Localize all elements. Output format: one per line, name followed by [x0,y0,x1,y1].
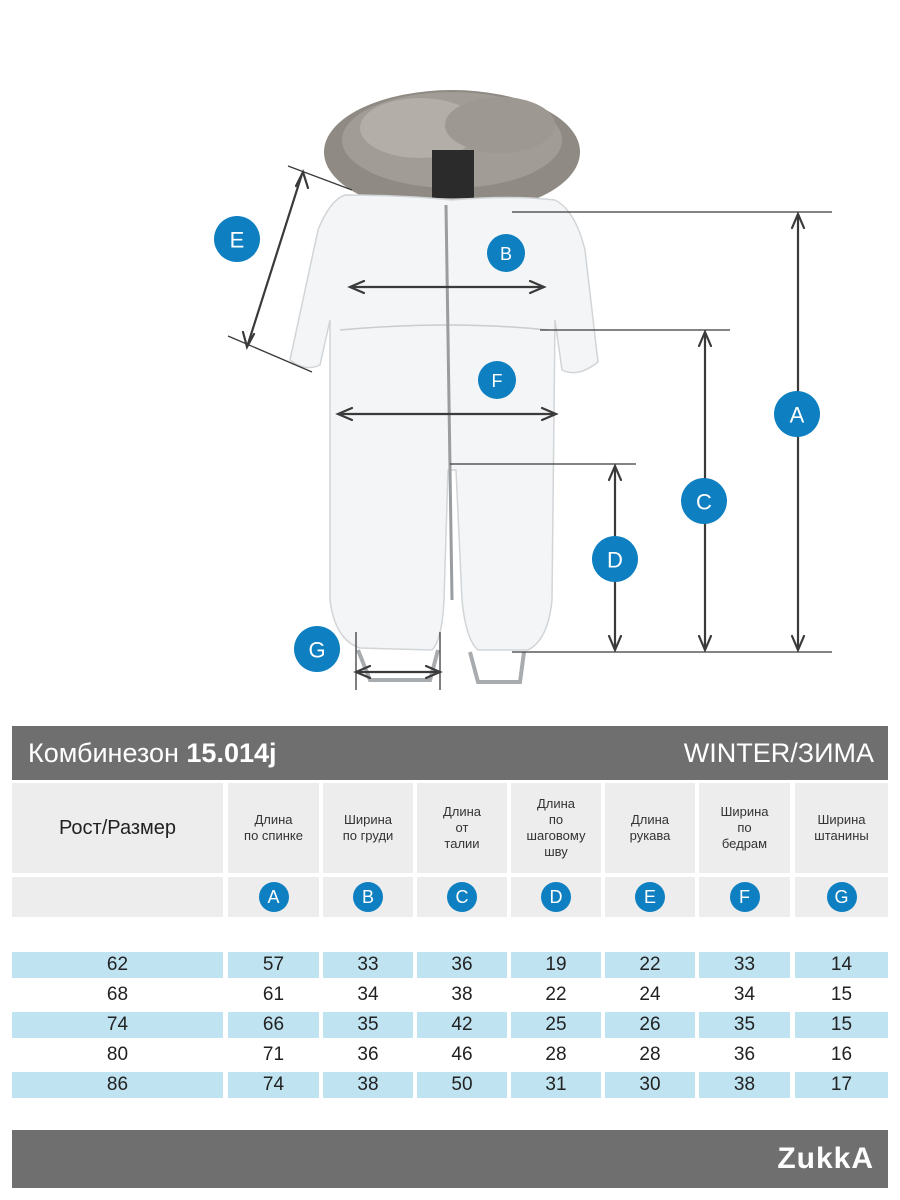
column-letter-badge: F [730,882,760,912]
measurement-value-cell: 31 [511,1072,601,1098]
measurement-value-cell: 38 [699,1072,790,1098]
column-letter-badge: E [635,882,665,912]
column-header-label: Ширина по груди [342,812,394,843]
letter-row-blank [12,877,223,917]
season-label: WINTER/ЗИМА [683,738,874,768]
product-name: Комбинезон [28,738,179,768]
column-letter-cell [417,877,507,917]
brand-logo: ZukkA [777,1142,874,1175]
measurement-value-cell: 35 [323,1012,413,1038]
measurement-value-cell: 35 [699,1012,790,1038]
column-header-label: Длина от талии [442,804,482,851]
column-letter-cell [228,877,319,917]
column-header-label: Ширина по бедрам [720,804,769,851]
measurement-value-cell: 25 [511,1012,601,1038]
size-value-cell: 80 [106,1044,129,1065]
measurement-value-cell: 46 [451,1044,473,1065]
column-letter-badge: G [827,882,857,912]
measurement-value-cell: 33 [323,952,413,978]
measurement-column-header [228,783,319,873]
measurement-value-cell: 26 [605,1012,695,1038]
marker-c-label: C [696,489,712,515]
measurement-value-cell: 61 [262,984,285,1005]
model-number: 15.014j [186,738,277,768]
measurement-column-header [323,783,413,873]
measurement-value-cell: 34 [357,984,379,1005]
marker-a-label: A [789,402,805,428]
measurement-value-cell: 38 [451,984,473,1005]
column-letter-cell [795,877,888,917]
measurement-value-cell: 19 [511,952,601,978]
measurement-value-cell: 22 [545,984,567,1005]
title-bar [12,726,888,780]
column-letter-badge: A [259,882,289,912]
measurement-value-cell: 34 [733,984,756,1005]
measurement-value-cell: 66 [228,1012,319,1038]
measurement-column-header [511,783,601,873]
column-letter-cell [605,877,695,917]
measurement-value-cell: 16 [830,1044,853,1065]
column-letter-cell [511,877,601,917]
column-header-label: Ширина штанины [814,812,869,843]
size-column-header: Рост/Размер [12,783,223,873]
marker-e-label: E [229,227,245,253]
measurement-value-cell: 33 [699,952,790,978]
column-header-label: Длина по шаговому шву [526,796,586,859]
size-value-cell: 62 [12,952,223,978]
size-value-cell: 74 [12,1012,223,1038]
measurement-value-cell: 71 [262,1044,285,1065]
measurement-value-cell: 28 [639,1044,661,1065]
measurement-value-cell: 17 [795,1072,888,1098]
snowsuit [290,195,598,682]
measurement-value-cell: 50 [417,1072,507,1098]
measurement-value-cell: 15 [830,984,853,1005]
measurement-column-header [605,783,695,873]
marker-g-label: G [308,637,326,663]
measurement-value-cell: 57 [228,952,319,978]
measurement-value-cell: 36 [733,1044,756,1065]
product-title [28,738,277,769]
measurement-value-cell: 22 [605,952,695,978]
measurement-value-cell: 42 [417,1012,507,1038]
size-value-cell: 68 [106,984,129,1005]
column-letter-cell [323,877,413,917]
marker-b-label: B [499,244,513,264]
marker-d-label: D [607,547,623,573]
measurement-value-cell: 74 [228,1072,319,1098]
column-header-label: Длина рукава [629,812,671,843]
marker-f-label: F [491,371,503,391]
column-letter-badge: C [447,882,477,912]
measurement-value-cell: 38 [323,1072,413,1098]
measurement-value-cell: 24 [639,984,661,1005]
measurement-column-header [699,783,790,873]
measurement-column-header [417,783,507,873]
measurement-value-cell: 15 [795,1012,888,1038]
size-value-cell: 86 [12,1072,223,1098]
footer-bar [12,1130,888,1188]
measurement-value-cell: 36 [357,1044,379,1065]
column-letter-cell [699,877,790,917]
column-header-label: Длина по спинке [244,812,303,843]
column-letter-badge: B [353,882,383,912]
measurement-value-cell: 36 [417,952,507,978]
measurement-value-cell: 30 [605,1072,695,1098]
measurement-column-header [795,783,888,873]
measurement-value-cell: 14 [795,952,888,978]
measurement-value-cell: 28 [545,1044,567,1065]
column-letter-badge: D [541,882,571,912]
